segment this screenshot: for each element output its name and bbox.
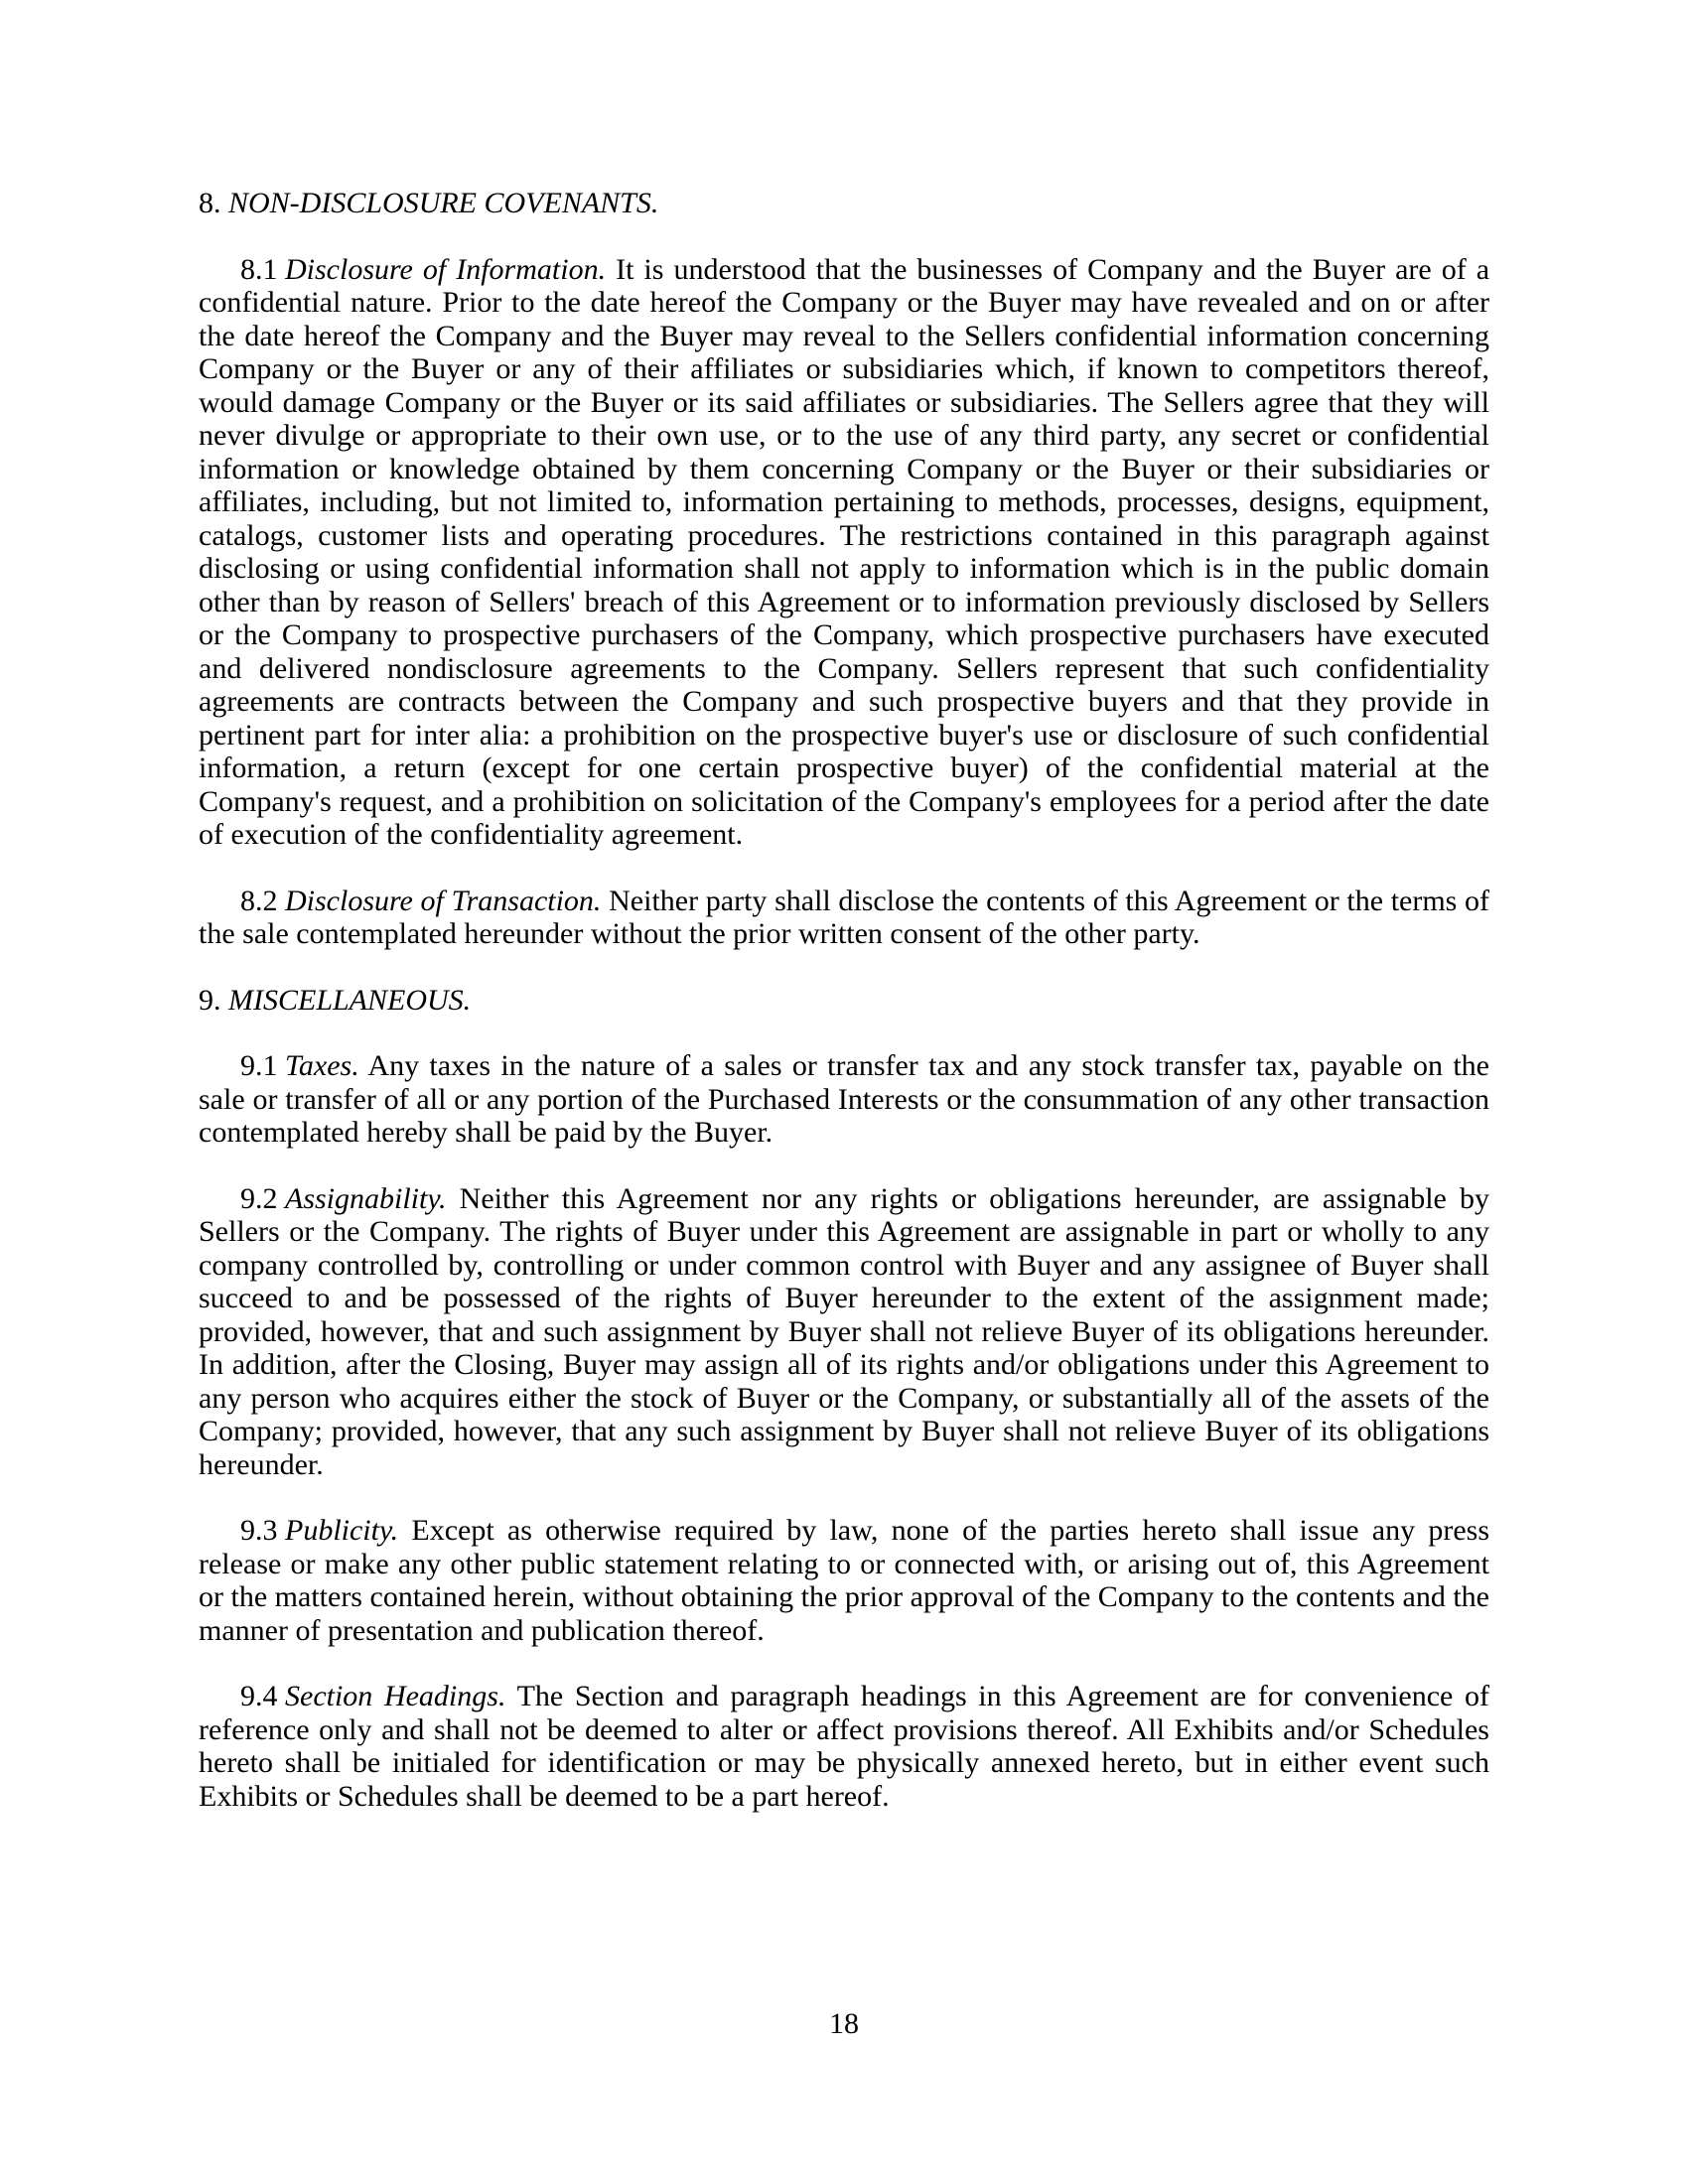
paragraph-8-2-title: Disclosure of Transaction. bbox=[285, 884, 602, 917]
paragraph-9-2 bbox=[199, 1182, 1489, 1482]
paragraph-9-3 bbox=[199, 1514, 1489, 1647]
paragraph-8-1-number: 8.1 bbox=[240, 252, 278, 286]
paragraph-8-1-title: Disclosure of Information. bbox=[285, 252, 607, 286]
paragraph-9-4-title: Section Headings. bbox=[285, 1680, 506, 1712]
paragraph-9-2-number: 9.2 bbox=[240, 1181, 278, 1215]
section-9-title: MISCELLANEOUS. bbox=[228, 983, 472, 1017]
paragraph-8-1-text: It is understood that the businesses of Company and the Buyer are of a confidential nature. Prior to the date hereof the Company or the Buyer may have revealed and on or after the date hereof the Company and the Buyer may reveal to the Sellers confidential information concerning Company or the Buyer or any of their affiliates or subsidiaries which, if known to competitors thereof, would damage Company or the Buyer or its said affiliates or subsidiaries. The Sellers agree that they will never divulge or appropriate to their own use, or to the use of any third party, any secret or confidential information or knowledge obtained by them concerning Company or the Buyer or their subsidiaries or affiliates, including, but not limited to, information pertaining to methods, processes, designs, equipment, catalogs, customer lists and operating procedures. The restrictions contained in this paragraph against disclosing or using confidential information shall not apply to information which is in the public domain other than by reason of Sellers' breach of this Agreement or to information previously disclosed by Sellers or the Company to prospective purchasers of the Company, which prospective purchasers have executed and delivered nondisclosure agreements to the Company. Sellers represent that such confidentiality agreements are contracts between the Company and such prospective buyers and that they provide in pertinent part for inter alia: a prohibition on the prospective buyer's use or disclosure of such confidential information, a return (except for one certain prospective buyer) of the confidential material at the Company's request, and a prohibition on solicitation of the Company's employees for a period after the date of execution of the confidentiality agreement. bbox=[199, 252, 1490, 851]
section-9-number: 9. bbox=[199, 983, 221, 1017]
paragraph-9-1-text: Any taxes in the nature of a sales or transfer tax and any stock transfer tax, payable on the sale or transfer of all or any portion of the Purchased Interests or the consummation of any other transaction contemplated hereby shall be paid by the Buyer. bbox=[199, 1049, 1489, 1149]
paragraph-8-2 bbox=[199, 885, 1489, 951]
paragraph-9-3-title: Publicity. bbox=[285, 1514, 399, 1547]
page-number: 18 bbox=[829, 2007, 859, 2040]
paragraph-9-3-number: 9.3 bbox=[240, 1514, 278, 1547]
paragraph-8-2-text: Neither party shall disclose the contents of this Agreement or the terms of the sale contemplated hereunder without the prior written consent of the other party. bbox=[199, 884, 1490, 950]
paragraph-9-1 bbox=[199, 1049, 1489, 1150]
paragraph-8-1 bbox=[199, 253, 1489, 852]
paragraph-9-2-text: Neither this Agreement nor any rights or obligations hereunder, are assignable by Sellers or the Company. The rights of Buyer under this Agreement are assignable in part or wholly to any company controlled by, controlling or under common control with Buyer and any assignee of Buyer shall succeed to and be possessed of the rights of Buyer hereunder to the extent of the assignment made; provided, however, that and such assignment by Buyer shall not relieve Buyer of its obligations hereunder. In addition, after the Closing, Buyer may assign all of its rights and/or obligations under this Agreement to any person who acquires either the stock of Buyer or the Company, or substantially all of the assets of the Company; provided, however, that any such assignment by Buyer shall not relieve Buyer of its obligations hereunder. bbox=[199, 1181, 1489, 1481]
paragraph-9-4-number: 9.4 bbox=[240, 1680, 278, 1712]
document-page bbox=[199, 187, 1489, 1813]
paragraph-9-4 bbox=[199, 1680, 1489, 1813]
section-9-heading bbox=[199, 984, 1489, 1018]
section-8-number: 8. bbox=[199, 187, 221, 219]
section-8-heading bbox=[199, 187, 1489, 220]
paragraph-9-1-number: 9.1 bbox=[240, 1049, 278, 1082]
paragraph-9-3-text: Except as otherwise required by law, none of the parties hereto shall issue any press release or make any other public statement relating to or connected with, or arising out of, this Agreement or the matters contained herein, without obtaining the prior approval of the Company to the contents and the manner of presentation and publication thereof. bbox=[199, 1514, 1490, 1647]
paragraph-9-2-title: Assignability. bbox=[285, 1181, 447, 1215]
paragraph-9-4-text: The Section and paragraph headings in this Agreement are for convenience of reference only and shall not be deemed to alter or affect provisions thereof. All Exhibits and/or Schedules hereto shall be initialed for identification or may be physically annexed hereto, but in either event such Exhibits or Schedules shall be deemed to be a part hereof. bbox=[199, 1680, 1489, 1813]
paragraph-8-2-number: 8.2 bbox=[240, 884, 278, 917]
section-8-title: NON-DISCLOSURE COVENANTS. bbox=[228, 187, 659, 219]
paragraph-9-1-title: Taxes. bbox=[285, 1049, 359, 1082]
